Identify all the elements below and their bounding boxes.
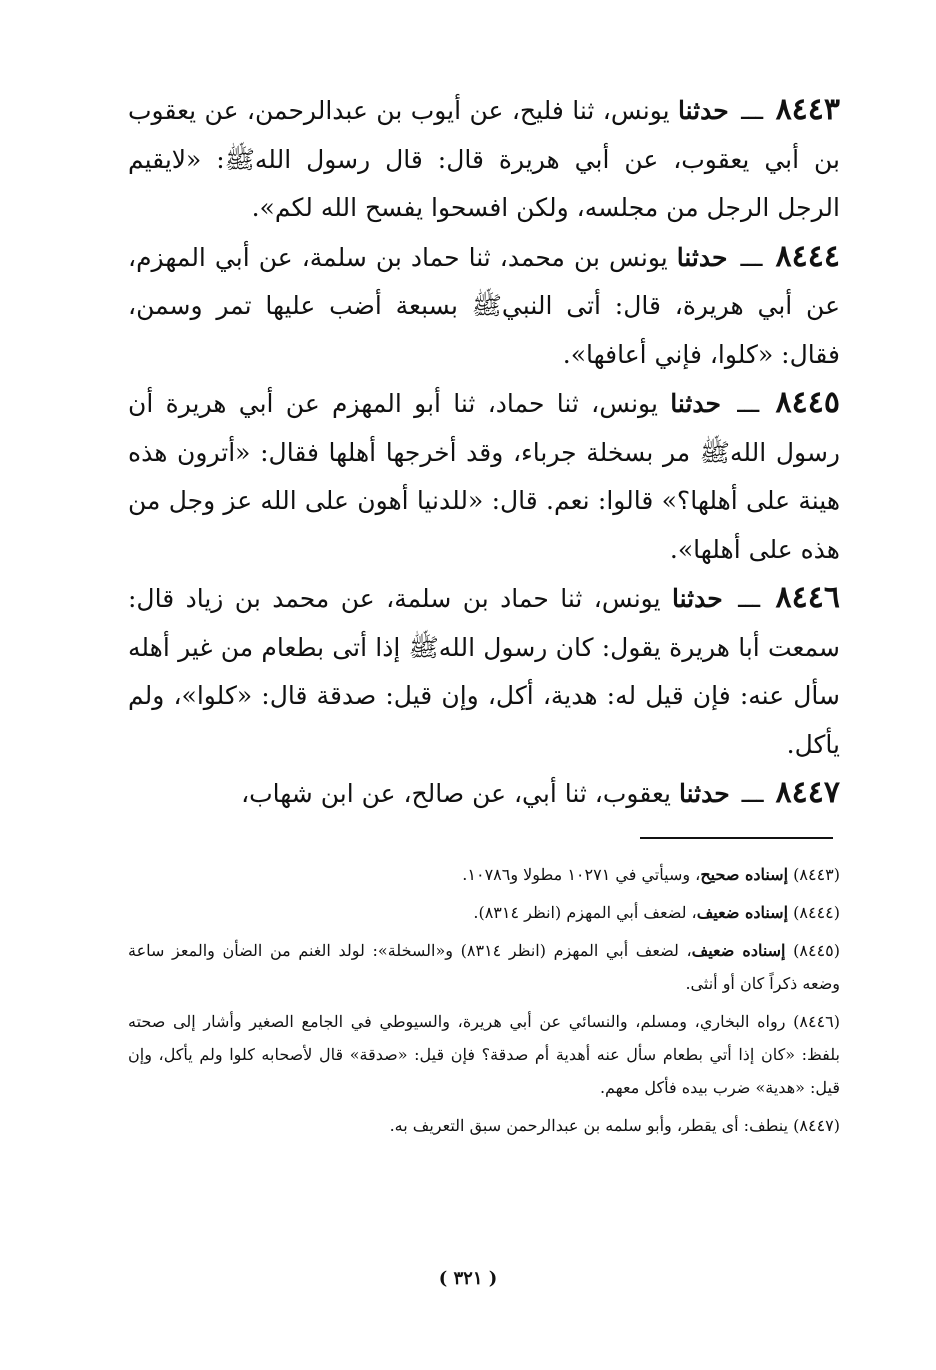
- footnote-number: (٨٤٤٣): [793, 865, 840, 884]
- hadith-number: ٨٤٤٣: [775, 92, 841, 127]
- hadith-entry: [128, 379, 840, 574]
- footnote-text: ، لضعف أبي المهزم (انظر ٨٣١٤).: [473, 903, 697, 922]
- footnote-number: (٨٤٤٥): [793, 941, 841, 960]
- hadith-text: يونس، ثنا حماد، ثنا أبو المهزم عن أبي هريرة أن رسول اللهﷺ مر بسخلة جرباء، وقد أخرجها أهلها فقال: «أترون هذه هينة على أهلها؟» قالوا: نعم. قال: «للدنيا أهون على الله عز وجل من هذه على أهلها».: [128, 389, 840, 564]
- footnote: [128, 934, 840, 1000]
- hadith-text: يونس، ثنا حماد بن سلمة، عن محمد بن زياد قال: سمعت أبا هريرة يقول: كان رسول اللهﷺ إذا أتى بطعام من غير أهله سأل عنه: فإن قيل له: هدية، أكل، وإن قيل: صدقة قال: «كلوا»، ولم يأكل.: [128, 584, 840, 759]
- hadith-text: يونس، ثنا فليح، عن أيوب بن عبدالرحمن، عن يعقوب بن أبي يعقوب، عن أبي هريرة قال: قال رسول اللهﷺ: «لايقيم الرجل الرجل من مجلسه، ولكن افسحوا يفسح الله لكم».: [128, 96, 840, 222]
- hadith-dash: ـــ: [741, 779, 764, 808]
- hadith-dash: ـــ: [738, 584, 761, 613]
- hadith-text: يونس بن محمد، ثنا حماد بن سلمة، عن أبي المهزم، عن أبي هريرة، قال: أتى النبيﷺ بسبعة أضب عليها تمر وسمن، فقال: «كلوا، فإني أعافها».: [128, 242, 840, 369]
- hadith-entry: [128, 86, 840, 233]
- hadith-keyword: حدثنا: [678, 96, 729, 125]
- footnote: [128, 858, 840, 891]
- hadith-entry: [128, 574, 840, 769]
- hadith-body: [128, 86, 840, 819]
- hadith-keyword: حدثنا: [676, 242, 728, 272]
- hadith-dash: ـــ: [740, 242, 763, 272]
- page-number: ( ٣٢١ ): [438, 1268, 498, 1289]
- footnote-text: ينطف: أى يقطر، وأبو سلمه بن عبدالرحمن سبق التعريف به.: [389, 1116, 789, 1135]
- hadith-keyword: حدثنا: [671, 584, 723, 613]
- hadith-entry: [128, 769, 840, 819]
- hadith-number: ٨٤٤٦: [775, 580, 840, 615]
- hadith-text: يعقوب، ثنا أبي، عن صالح، عن ابن شهاب،: [241, 779, 671, 808]
- hadith-number: ٨٤٤٥: [775, 385, 840, 420]
- hadith-number: ٨٤٤٧: [775, 775, 840, 810]
- hadith-entry: [128, 233, 840, 380]
- footnotes: [128, 858, 840, 1147]
- footnote-number: (٨٤٤٤): [793, 903, 840, 922]
- footnote-grading: إسناده ضعيف: [691, 941, 786, 960]
- footnote-grading: إسناده ضعيف: [696, 903, 789, 922]
- footnote-number: (٨٤٤٧): [793, 1116, 840, 1135]
- hadith-keyword: حدثنا: [678, 779, 730, 808]
- footnote-grading: إسناده صحيح: [700, 865, 789, 884]
- hadith-keyword: حدثنا: [670, 389, 721, 418]
- footnote: [128, 896, 840, 929]
- hadith-number: ٨٤٤٤: [775, 238, 840, 274]
- footnote-divider: [640, 837, 833, 839]
- footnote-text: ، وسيأتي في ١٠٢٧١ مطولا و١٠٧٨٦.: [462, 865, 701, 884]
- footnote: [128, 1005, 840, 1104]
- hadith-dash: ـــ: [741, 96, 764, 125]
- footnote-text: رواه البخاري، ومسلم، والنسائي عن أبي هريرة، والسيوطي في الجامع الصغير وأشار إلى صحته بلفظ: «كان إذا أتي بطعام سأل عنه أهدية أم صدقة؟ فإن قيل: «صدقة» قال لأصحابه كلوا ولم يأكل، وإن قيل: «هدية» ضرب بيده فأكل معهم.: [128, 1012, 840, 1097]
- hadith-dash: ـــ: [737, 389, 760, 418]
- footnote-text: ، لضعف أبي المهزم (انظر ٨٣١٤) و«السخلة»: لولد الغنم من الضأن والمعز ساعة وضعه ذكراً كان أو أنثى.: [128, 941, 840, 993]
- footnote: [128, 1109, 840, 1142]
- footnote-number: (٨٤٤٦): [793, 1012, 841, 1031]
